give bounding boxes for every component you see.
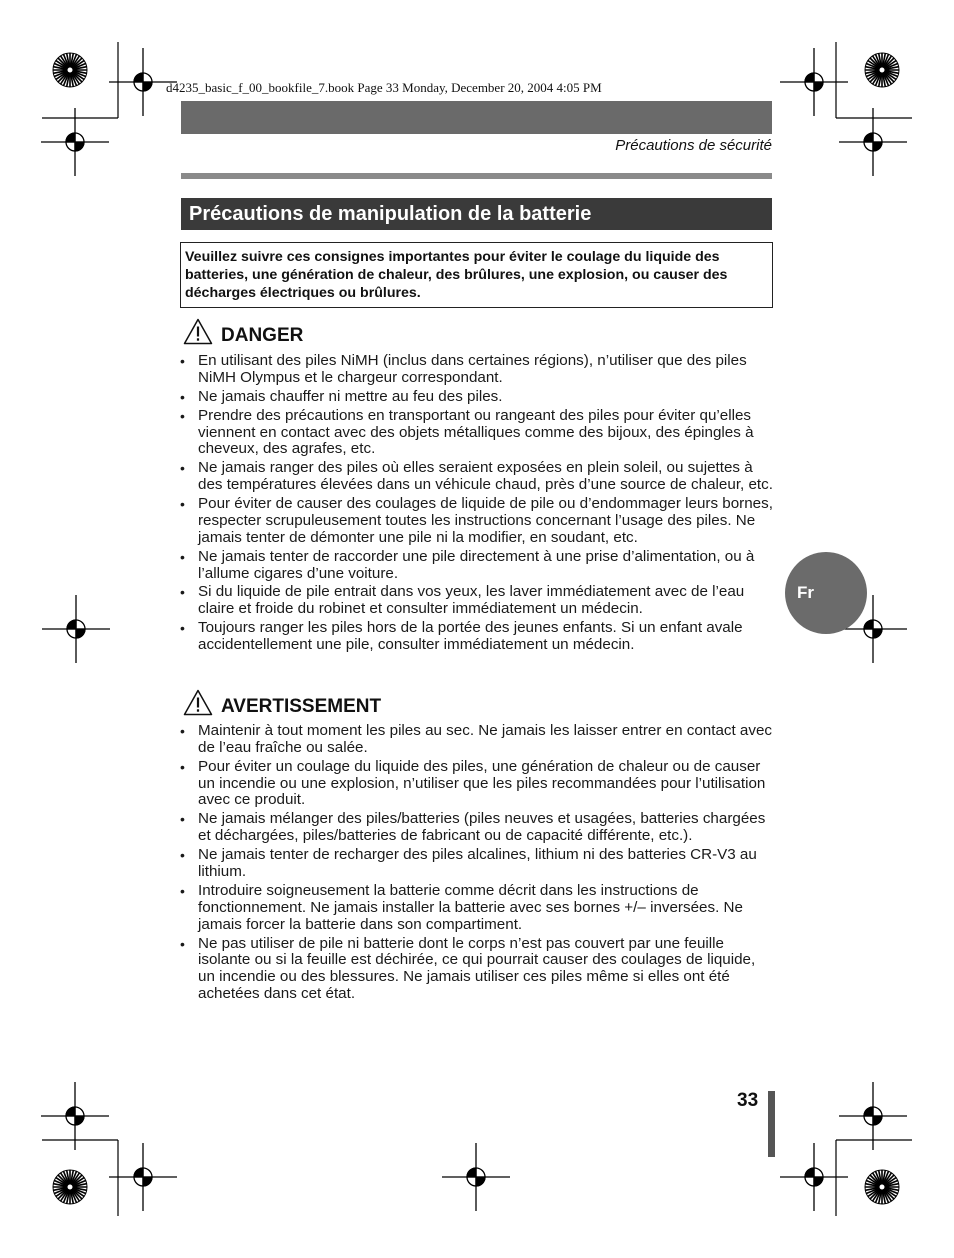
file-header: d4235_basic_f_00_bookfile_7.book Page 33 Monday, December 20, 2004 4:05 PM [166, 80, 602, 95]
list-item: • Toujours ranger les piles hors de la portée des jeunes enfants. Si un enfant avale accidentellement une pile, consulter immédiatement un médecin. [180, 620, 774, 654]
list-item: • Ne jamais tenter de recharger des piles alcalines, lithium ni des batteries CR-V3 au lithium. [180, 847, 774, 881]
warning-heading [183, 689, 381, 716]
registration-mark-5 [42, 595, 110, 663]
list-item: • Ne jamais chauffer ni mettre au feu des piles. [180, 389, 774, 406]
list-item: • En utilisant des piles NiMH (inclus dans certaines régions), n’utiliser que des piles NiMH Olympus et le chargeur correspondant. [180, 353, 774, 387]
list-item: • Pour éviter un coulage du liquide des piles, une génération de chaleur ou de causer un incendie ou une explosion, n’utiliser que les piles recommandées pour l’utilisation avec ce produit. [180, 759, 774, 809]
warning-triangle-icon [183, 318, 213, 345]
list-item: • Ne jamais mélanger des piles/batteries (piles neuves et usagées, batteries chargées et déchargées, piles/batteries de fabricant ou de capacité différente, etc.). [180, 811, 774, 845]
language-tab-label: Fr [797, 583, 814, 602]
page-edge-bar [768, 1091, 775, 1157]
language-tab [785, 552, 867, 634]
list-item: • Introduire soigneusement la batterie comme décrit dans les instructions de fonctionnement. Ne jamais installer la batterie avec ses bornes +/– inversées. Ne jamais forcer la batterie dans son compartiment. [180, 883, 774, 933]
danger-title: DANGER [221, 325, 304, 346]
registration-mark-2 [780, 48, 848, 116]
list-item: • Pour éviter de causer des coulages de liquide de pile ou d’endommager leurs bornes, respecter scrupuleusement toutes les instructions concernant l’usage des piles. Ne jamais tenter de démonter une pile ni la modifier, en soudant, etc. [180, 496, 774, 546]
list-item: • Si du liquide de pile entrait dans vos yeux, les laver immédiatement avec de l’eau claire et froide du robinet et consulter immédiatement un médecin. [180, 584, 774, 618]
registration-star-bottom-left [53, 1170, 87, 1204]
running-title: Précautions de sécurité [615, 137, 772, 154]
danger-heading [183, 318, 303, 345]
list-item: • Ne jamais ranger des piles où elles seraient exposées en plein soleil, ou sujettes à des températures élevées dans un véhicule chaud, près d’une source de chaleur, etc. [180, 460, 774, 494]
registration-star-top-left [53, 53, 87, 87]
header-band [181, 101, 772, 134]
registration-mark-10 [442, 1143, 510, 1211]
header-rule [181, 173, 772, 179]
warning-list [180, 723, 774, 1005]
registration-star-bottom-right [865, 1170, 899, 1204]
warning-triangle-icon [183, 689, 213, 716]
list-item: • Prendre des précautions en transportant ou rangeant des piles pour éviter qu’elles viennent en contact avec des objets métalliques comme des bijoux, des épingles à cheveux, des agrafes, etc. [180, 408, 774, 458]
danger-list [180, 353, 774, 656]
notice-box: Veuillez suivre ces consignes importantes pour éviter le coulage du liquide des batteries, une génération de chaleur, des brûlures, une explosion, ou causer des décharges électriques ou brûlures. [180, 242, 773, 308]
registration-star-top-right [865, 53, 899, 87]
registration-mark-9 [109, 1143, 177, 1211]
section-title: Précautions de manipulation de la batterie [181, 198, 772, 230]
list-item: • Maintenir à tout moment les piles au sec. Ne jamais les laisser entrer en contact avec de l’eau fraîche ou salée. [180, 723, 774, 757]
list-item: • Ne pas utiliser de pile ni batterie dont le corps n’est pas couvert par une feuille isolante ou si la feuille est déchirée, ce qui pourrait causer des coulages de liquide, un incendie ou des blessures. Ne jamais utiliser ces piles même si elles ont été achetées dans cet état. [180, 936, 774, 1003]
list-item: • Ne jamais tenter de raccorder une pile directement à une prise d’alimentation, ou à l’allume cigares d’une voiture. [180, 549, 774, 583]
page-number: 33 [737, 1090, 759, 1111]
warning-title: AVERTISSEMENT [221, 696, 382, 717]
registration-mark-11 [780, 1143, 848, 1211]
